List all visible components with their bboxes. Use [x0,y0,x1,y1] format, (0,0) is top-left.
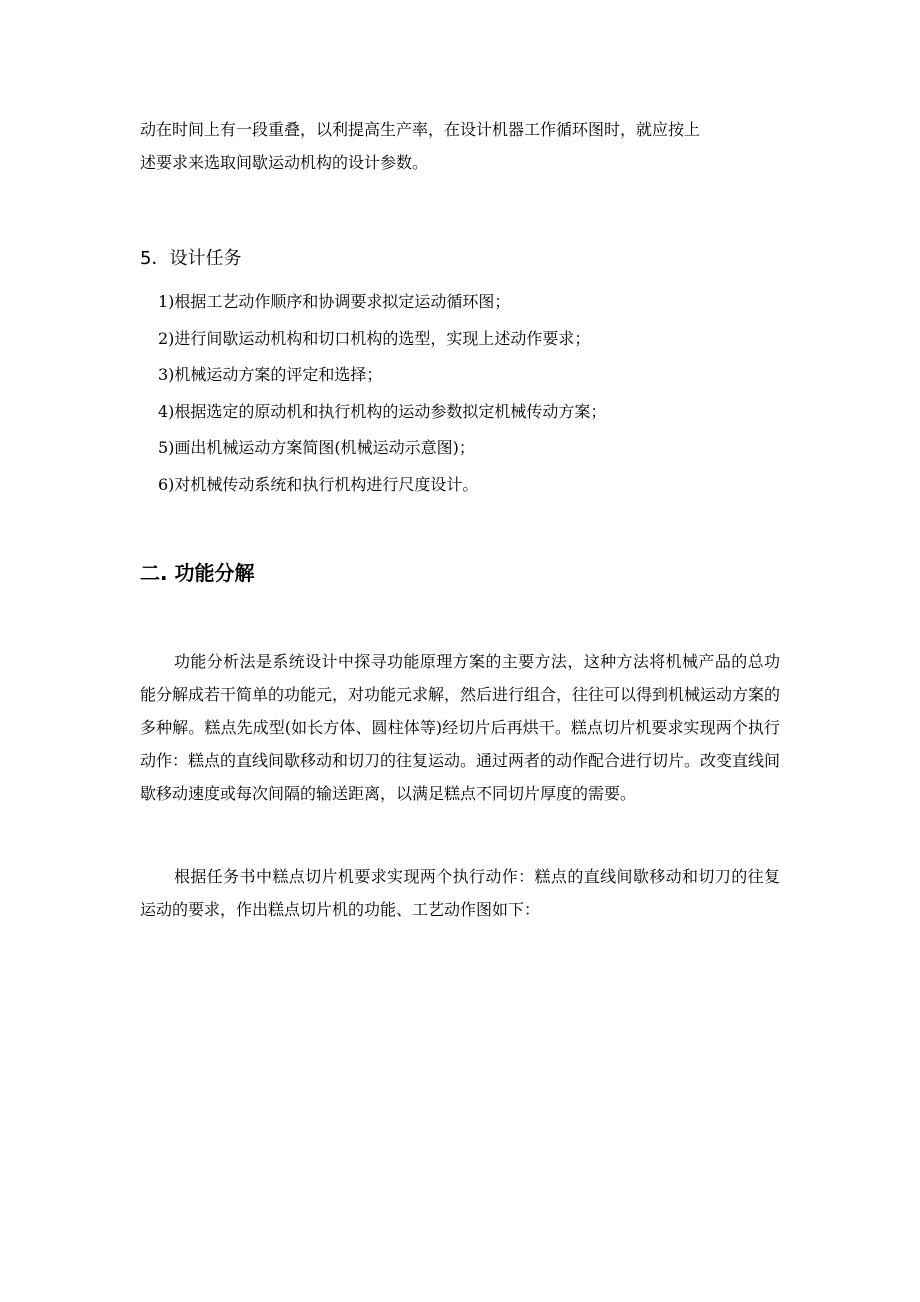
section-heading-design-tasks: 5．设计任务 [140,248,242,269]
intro-paragraph [140,113,780,179]
list-item: 1)根据工艺动作顺序和协调要求拟定运动循环图； [158,292,511,311]
intro-line-2: 述要求来选取间歇运动机构的设计参数。 [140,153,429,172]
chapter-heading-function-decomposition: 二. 功能分解 [140,561,255,585]
list-item: 3)机械运动方案的评定和选择； [158,365,383,384]
intro-line-1: 动在时间上有一段重叠，以利提高生产率，在设计机器工作循环图时，就应按上 [140,120,701,139]
function-analysis-paragraph: 功能分析法是系统设计中探寻功能原理方案的主要方法，这种方法将机械产品的总功能分解成若干简单的功能元，对功能元求解，然后进行组合，往往可以得到机械运动方案的多种解。糕点先成型(如长方体、圆柱体等)经切片后再烘干。糕点切片机要求实现两个执行动作：糕点的直线间歇移动和切刀的往复运动。通过两者的动作配合进行切片。改变直线间歇移动速度或每次间隔的输送距离，以满足糕点不同切片厚度的需要。 [140,652,781,803]
list-item: 5)画出机械运动方案简图(机械运动示意图)； [158,438,475,457]
list-item: 4)根据选定的原动机和执行机构的运动参数拟定机械传动方案； [158,401,607,421]
list-item: 2)进行间歇运动机构和切口机构的选型，实现上述动作要求； [158,328,591,348]
task-requirement-paragraph: 根据任务书中糕点切片机要求实现两个执行动作：糕点的直线间歇移动和切刀的往复运动的要求，作出糕点切片机的功能、工艺动作图如下： [140,867,780,919]
design-task-list [158,284,606,503]
list-item: 6)对机械传动系统和执行机构进行尺度设计。 [158,474,479,494]
